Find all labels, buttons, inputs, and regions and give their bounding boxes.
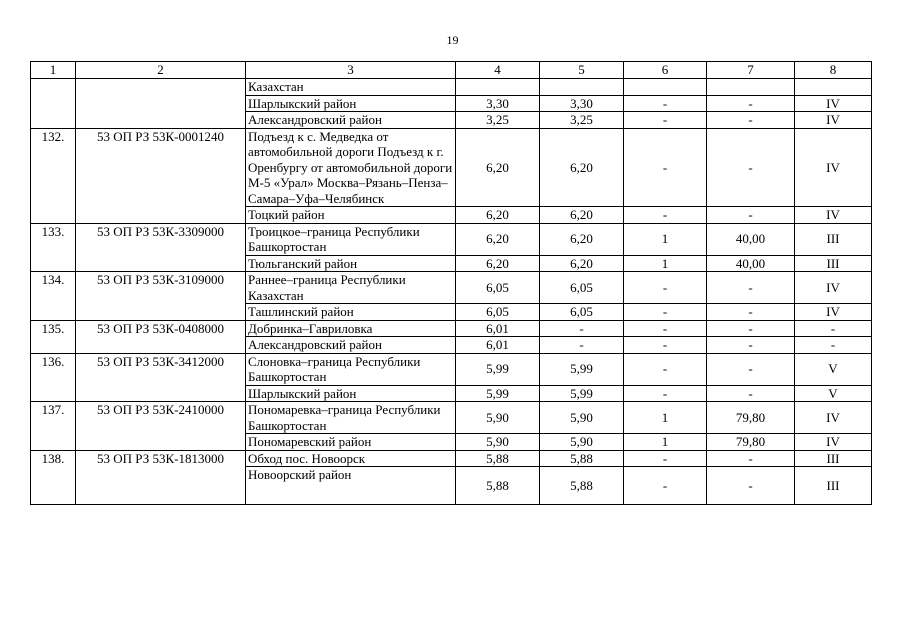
road-name: Александровский район <box>246 112 456 129</box>
value-col-7: - <box>707 304 795 321</box>
page-number: 19 <box>446 33 459 47</box>
value-col-8: IV <box>795 207 872 224</box>
value-col-7: 79,80 <box>707 402 795 434</box>
value-col-4: 6,01 <box>456 337 540 354</box>
value-col-5: 5,90 <box>540 434 624 451</box>
road-code: 53 ОП РЗ 53К-3412000 <box>76 353 246 402</box>
column-header: 8 <box>795 62 872 79</box>
row-number: 137. <box>31 402 76 451</box>
table-row <box>31 353 872 385</box>
value-col-6: - <box>624 304 707 321</box>
value-col-4: 6,20 <box>456 255 540 272</box>
value-col-4: 5,88 <box>456 467 540 505</box>
row-number <box>31 79 76 129</box>
value-col-5: - <box>540 337 624 354</box>
value-col-7: - <box>707 112 795 129</box>
row-number: 138. <box>31 450 76 505</box>
value-col-5: 6,20 <box>540 255 624 272</box>
table-row <box>31 272 872 304</box>
value-col-8: - <box>795 320 872 337</box>
table-row <box>31 450 872 467</box>
road-code: 53 ОП РЗ 53К-2410000 <box>76 402 246 451</box>
value-col-4: 6,01 <box>456 320 540 337</box>
road-code: 53 ОП РЗ 53К-3309000 <box>76 223 246 272</box>
value-col-8: III <box>795 223 872 255</box>
value-col-7: - <box>707 385 795 402</box>
value-col-4: 5,90 <box>456 402 540 434</box>
road-name: Раннее–граница Республики Казахстан <box>246 272 456 304</box>
value-col-4: 3,30 <box>456 95 540 112</box>
value-col-6: 1 <box>624 434 707 451</box>
value-col-8: IV <box>795 272 872 304</box>
road-code: 53 ОП РЗ 53К-3109000 <box>76 272 246 321</box>
value-col-7: - <box>707 467 795 505</box>
value-col-6: - <box>624 272 707 304</box>
value-col-6: - <box>624 320 707 337</box>
value-col-4 <box>456 79 540 96</box>
row-number: 135. <box>31 320 76 353</box>
road-name: Казахстан <box>246 79 456 96</box>
value-col-5: 6,05 <box>540 304 624 321</box>
value-col-4: 5,99 <box>456 385 540 402</box>
value-col-8: - <box>795 337 872 354</box>
value-col-8: III <box>795 467 872 505</box>
value-col-6: 1 <box>624 402 707 434</box>
table-row <box>31 128 872 207</box>
table-row <box>31 79 872 96</box>
value-col-4: 6,05 <box>456 272 540 304</box>
value-col-6: - <box>624 128 707 207</box>
column-header: 4 <box>456 62 540 79</box>
value-col-6: - <box>624 207 707 224</box>
value-col-7: - <box>707 320 795 337</box>
column-header: 2 <box>76 62 246 79</box>
value-col-4: 6,20 <box>456 223 540 255</box>
road-code: 53 ОП РЗ 53К-0408000 <box>76 320 246 353</box>
value-col-8: IV <box>795 402 872 434</box>
value-col-4: 6,05 <box>456 304 540 321</box>
value-col-8: III <box>795 255 872 272</box>
value-col-8: III <box>795 450 872 467</box>
value-col-7: 40,00 <box>707 223 795 255</box>
road-name: Обход пос. Новоорск <box>246 450 456 467</box>
value-col-6: - <box>624 450 707 467</box>
value-col-5: 5,99 <box>540 353 624 385</box>
table-row <box>31 320 872 337</box>
value-col-8: V <box>795 385 872 402</box>
value-col-7: - <box>707 353 795 385</box>
column-header: 1 <box>31 62 76 79</box>
value-col-6: - <box>624 385 707 402</box>
road-name: Пономаревка–граница Республики Башкортостан <box>246 402 456 434</box>
value-col-6: - <box>624 112 707 129</box>
value-col-7: 79,80 <box>707 434 795 451</box>
road-name: Добринка–Гавриловка <box>246 320 456 337</box>
value-col-4: 3,25 <box>456 112 540 129</box>
value-col-5: 3,30 <box>540 95 624 112</box>
roads-table <box>30 61 872 505</box>
table-row <box>31 223 872 255</box>
value-col-4: 5,88 <box>456 450 540 467</box>
row-number: 134. <box>31 272 76 321</box>
value-col-7: - <box>707 207 795 224</box>
value-col-6: 1 <box>624 223 707 255</box>
value-col-5: 6,20 <box>540 223 624 255</box>
road-name: Шарлыкский район <box>246 95 456 112</box>
column-header: 3 <box>246 62 456 79</box>
value-col-6: 1 <box>624 255 707 272</box>
value-col-5: 5,88 <box>540 450 624 467</box>
value-col-8: IV <box>795 128 872 207</box>
value-col-7: - <box>707 337 795 354</box>
value-col-7: - <box>707 272 795 304</box>
value-col-5: 3,25 <box>540 112 624 129</box>
column-header: 6 <box>624 62 707 79</box>
row-number: 136. <box>31 353 76 402</box>
road-name: Подъезд к с. Медведка от автомобильной дороги Подъезд к г. Оренбургу от автомобильной дороги М-5 «Урал» Москва–Рязань–Пенза–Самара–Уфа–Челябинск <box>246 128 456 207</box>
column-header: 5 <box>540 62 624 79</box>
value-col-5: 5,90 <box>540 402 624 434</box>
value-col-8 <box>795 79 872 96</box>
value-col-8: IV <box>795 95 872 112</box>
value-col-5: - <box>540 320 624 337</box>
value-col-7: - <box>707 450 795 467</box>
row-number: 133. <box>31 223 76 272</box>
value-col-7: - <box>707 95 795 112</box>
value-col-8: IV <box>795 304 872 321</box>
table-header-row <box>31 62 872 79</box>
value-col-8: V <box>795 353 872 385</box>
road-code: 53 ОП РЗ 53К-0001240 <box>76 128 246 223</box>
value-col-5: 6,05 <box>540 272 624 304</box>
road-code <box>76 79 246 129</box>
value-col-4: 5,90 <box>456 434 540 451</box>
value-col-7: - <box>707 128 795 207</box>
value-col-6: - <box>624 337 707 354</box>
table-row <box>31 402 872 434</box>
value-col-7: 40,00 <box>707 255 795 272</box>
value-col-5: 5,88 <box>540 467 624 505</box>
value-col-6 <box>624 79 707 96</box>
road-name: Слоновка–граница Республики Башкортостан <box>246 353 456 385</box>
road-name: Тюльганский район <box>246 255 456 272</box>
road-name: Троицкое–граница Республики Башкортостан <box>246 223 456 255</box>
value-col-7 <box>707 79 795 96</box>
value-col-5: 6,20 <box>540 207 624 224</box>
value-col-6: - <box>624 95 707 112</box>
value-col-5: 6,20 <box>540 128 624 207</box>
road-code: 53 ОП РЗ 53К-1813000 <box>76 450 246 505</box>
road-name: Шарлыкский район <box>246 385 456 402</box>
value-col-6: - <box>624 353 707 385</box>
column-header: 7 <box>707 62 795 79</box>
value-col-6: - <box>624 467 707 505</box>
road-name: Ташлинский район <box>246 304 456 321</box>
value-col-4: 5,99 <box>456 353 540 385</box>
value-col-4: 6,20 <box>456 128 540 207</box>
road-name: Новоорский район <box>246 467 456 505</box>
road-name: Тоцкий район <box>246 207 456 224</box>
road-name: Александровский район <box>246 337 456 354</box>
value-col-8: IV <box>795 434 872 451</box>
value-col-4: 6,20 <box>456 207 540 224</box>
value-col-8: IV <box>795 112 872 129</box>
value-col-5 <box>540 79 624 96</box>
value-col-5: 5,99 <box>540 385 624 402</box>
road-name: Пономаревский район <box>246 434 456 451</box>
row-number: 132. <box>31 128 76 223</box>
